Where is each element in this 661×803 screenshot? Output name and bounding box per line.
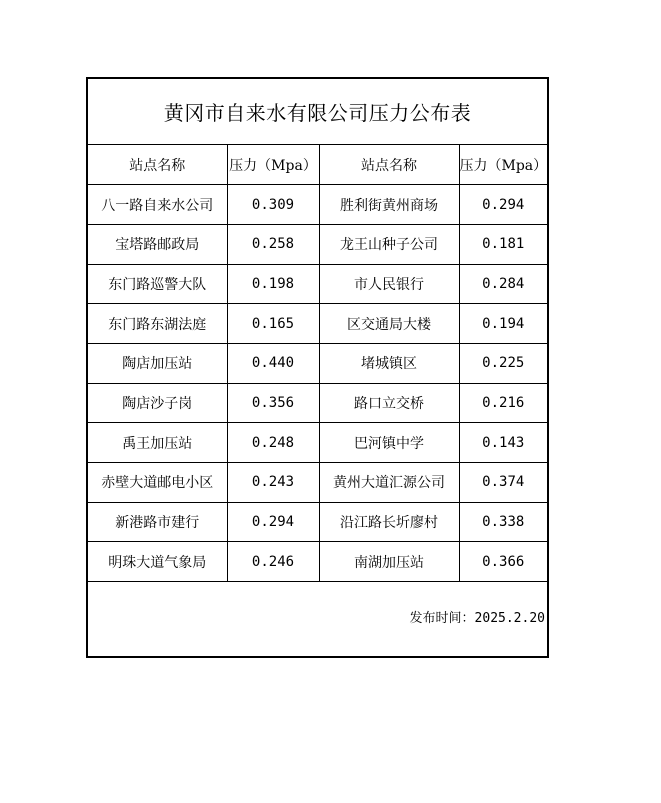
table-row	[88, 224, 547, 264]
table-row	[88, 264, 547, 304]
station-name-cell: 东门路东湖法庭	[88, 304, 227, 344]
table-row	[88, 343, 547, 383]
table-header-row	[88, 145, 547, 185]
pressure-value-cell: 0.198	[227, 264, 319, 304]
station-name-cell: 东门路巡警大队	[88, 264, 227, 304]
station-name-cell: 黄州大道汇源公司	[319, 463, 459, 503]
pressure-value-cell: 0.294	[227, 502, 319, 542]
station-name-cell: 陶店沙子岗	[88, 383, 227, 423]
station-name-cell: 巴河镇中学	[319, 423, 459, 463]
pressure-value-cell: 0.309	[227, 185, 319, 225]
station-name-cell: 区交通局大楼	[319, 304, 459, 344]
station-name-cell: 禹王加压站	[88, 423, 227, 463]
station-name-cell: 赤壁大道邮电小区	[88, 463, 227, 503]
station-name-cell: 龙王山种子公司	[319, 224, 459, 264]
table-row	[88, 542, 547, 582]
publish-time	[410, 607, 545, 626]
station-name-cell: 市人民银行	[319, 264, 459, 304]
pressure-table	[88, 145, 547, 582]
station-name-cell: 南湖加压站	[319, 542, 459, 582]
table-row	[88, 463, 547, 503]
pressure-value-cell: 0.248	[227, 423, 319, 463]
table-row	[88, 502, 547, 542]
pressure-value-cell: 0.294	[459, 185, 547, 225]
table-row	[88, 304, 547, 344]
station-name-cell: 陶店加压站	[88, 343, 227, 383]
pressure-value-cell: 0.246	[227, 542, 319, 582]
publish-date: 2025.2.20	[474, 611, 545, 626]
pressure-value-cell: 0.194	[459, 304, 547, 344]
table-row	[88, 185, 547, 225]
station-name-cell: 胜利街黄州商场	[319, 185, 459, 225]
pressure-value-cell: 0.284	[459, 264, 547, 304]
header-pressure-left: 压力（Mpa）	[227, 145, 319, 185]
station-name-cell: 堵城镇区	[319, 343, 459, 383]
pressure-value-cell: 0.225	[459, 343, 547, 383]
station-name-cell: 沿江路长圻廖村	[319, 502, 459, 542]
header-pressure-right: 压力（Mpa）	[459, 145, 547, 185]
pressure-value-cell: 0.143	[459, 423, 547, 463]
station-name-cell: 新港路市建行	[88, 502, 227, 542]
table-row	[88, 423, 547, 463]
pressure-value-cell: 0.440	[227, 343, 319, 383]
pressure-value-cell: 0.181	[459, 224, 547, 264]
pressure-value-cell: 0.258	[227, 224, 319, 264]
station-name-cell: 明珠大道气象局	[88, 542, 227, 582]
page-title: 黄冈市自来水有限公司压力公布表	[88, 79, 547, 145]
pressure-value-cell: 0.243	[227, 463, 319, 503]
header-station-name-right: 站点名称	[319, 145, 459, 185]
station-name-cell: 宝塔路邮政局	[88, 224, 227, 264]
pressure-value-cell: 0.366	[459, 542, 547, 582]
pressure-value-cell: 0.338	[459, 502, 547, 542]
table-row	[88, 383, 547, 423]
header-station-name-left: 站点名称	[88, 145, 227, 185]
pressure-value-cell: 0.165	[227, 304, 319, 344]
pressure-value-cell: 0.216	[459, 383, 547, 423]
pressure-value-cell: 0.356	[227, 383, 319, 423]
pressure-report-sheet	[86, 77, 549, 658]
station-name-cell: 八一路自来水公司	[88, 185, 227, 225]
pressure-value-cell: 0.374	[459, 463, 547, 503]
station-name-cell: 路口立交桥	[319, 383, 459, 423]
publish-time-label: 发布时间：	[409, 611, 475, 626]
